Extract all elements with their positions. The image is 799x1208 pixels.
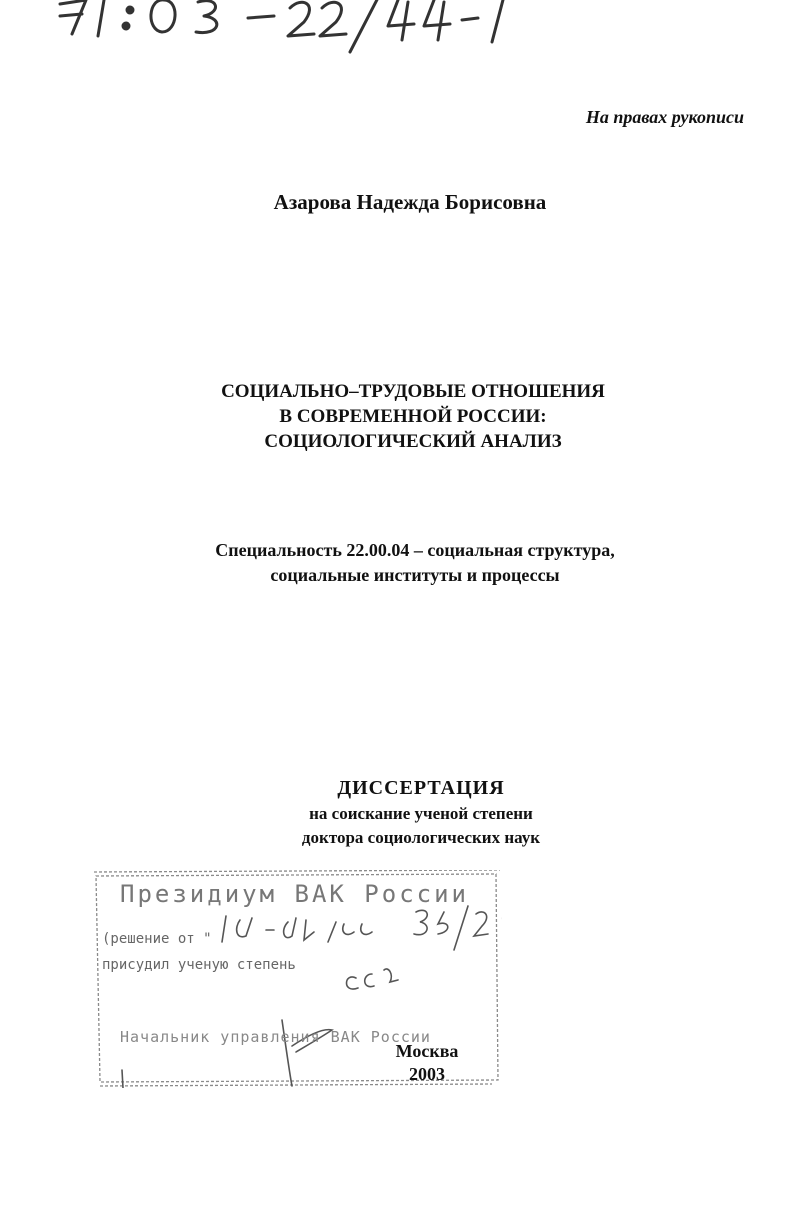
title-line: В СОВРЕМЕННОЙ РОССИИ:: [279, 406, 547, 427]
stamp-line: присудил ученую степень: [102, 957, 296, 973]
specialty-line: социальные институты и процессы: [270, 565, 560, 585]
degree-line: доктора социологических наук: [301, 828, 541, 847]
stamp-title: Президиум ВАК России: [120, 880, 469, 908]
stamp-line: (решение от ": [102, 931, 212, 947]
title-line: СОЦИАЛЬНО–ТРУДОВЫЕ ОТНОШЕНИЯ: [221, 381, 605, 402]
specialty: [0, 538, 799, 588]
specialty-line: Специальность 22.00.04 – социальная структура,: [215, 540, 615, 560]
year: 2003: [409, 1064, 445, 1084]
stamp-line: Начальник управления ВАК России: [120, 1028, 431, 1046]
dissertation-title: [0, 379, 799, 454]
manuscript-rights-note: На правах рукописи: [585, 107, 744, 127]
degree-line: на соискание ученой степени: [309, 804, 533, 823]
handwritten-archive-number: [52, 0, 522, 56]
document-type: ДИССЕРТАЦИЯ: [337, 777, 505, 799]
city-year: [342, 1040, 512, 1086]
title-line: СОЦИОЛОГИЧЕСКИЙ АНАЛИЗ: [264, 431, 562, 452]
degree-block: [0, 774, 799, 850]
city: Москва: [395, 1041, 459, 1061]
author-name: Азарова Надежда Борисовна: [273, 190, 547, 214]
